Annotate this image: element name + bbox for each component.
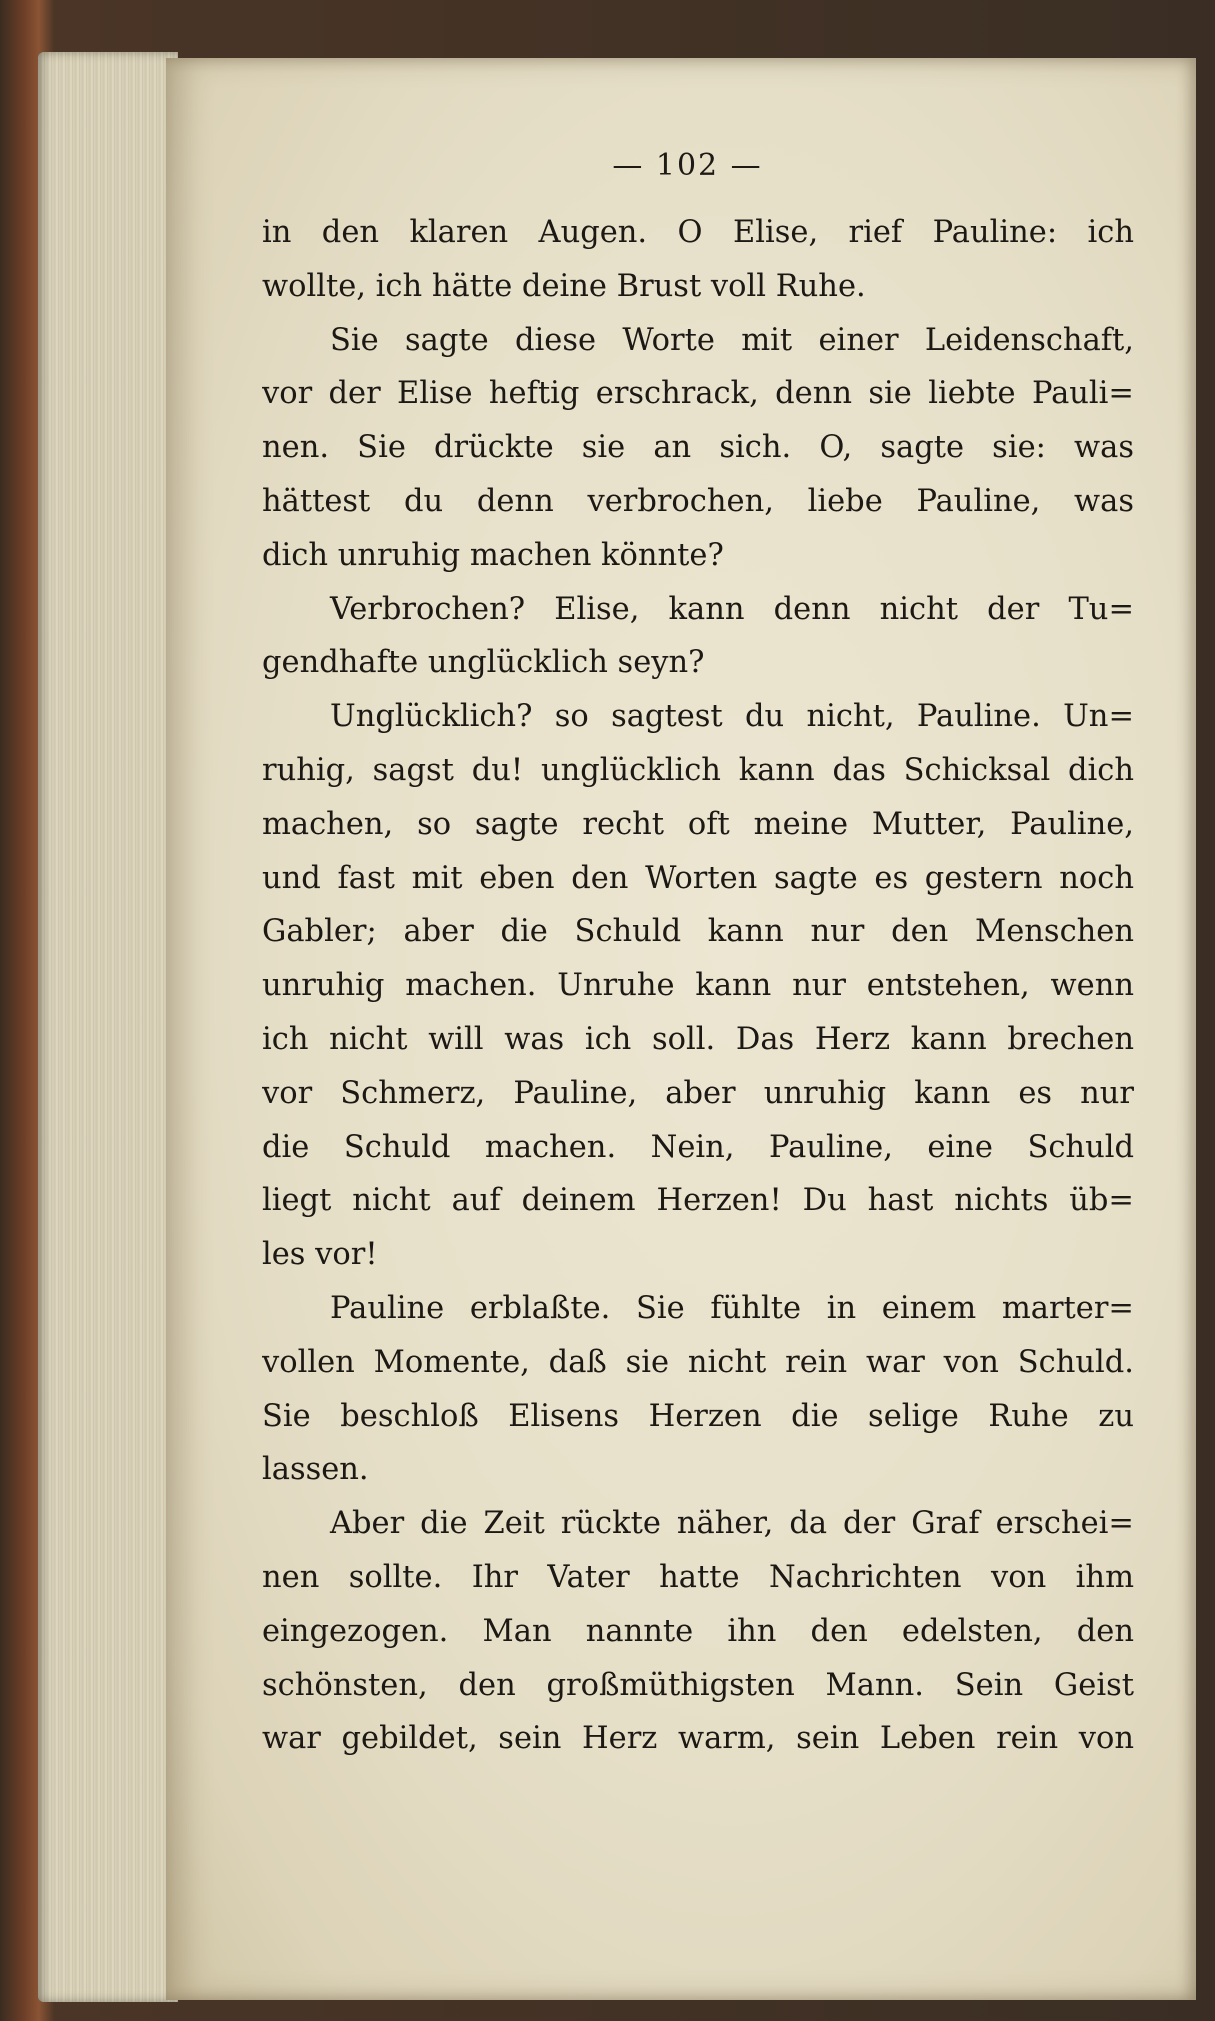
text-line: Verbrochen? Elise, kann denn nicht der Tu= <box>330 591 1134 627</box>
text-line: ich nicht will was ich soll. Das Herz kann brechen <box>262 1021 1134 1057</box>
text-line: hättest du denn verbrochen, liebe Pauline, was <box>262 483 1134 519</box>
text-line: Gabler; aber die Schuld kann nur den Menschen <box>262 914 1134 950</box>
text-line: les vor! <box>262 1237 378 1273</box>
text-line: vollen Momente, daß sie nicht rein war von Schuld. <box>262 1344 1134 1380</box>
text-line: nen sollte. Ihr Vater hatte Nachrichten von ihm <box>262 1559 1134 1595</box>
text-line: nen. Sie drückte sie an sich. O, sagte sie: was <box>262 430 1134 466</box>
text-line: lassen. <box>262 1452 369 1488</box>
text-line: die Schuld machen. Nein, Pauline, eine Schuld <box>262 1129 1134 1165</box>
text-line: eingezogen. Man nannte ihn den edelsten, den <box>262 1613 1134 1649</box>
text-line: in den klaren Augen. O Elise, rief Pauline: ich <box>262 215 1134 250</box>
text-line: wollte, ich hätte deine Brust voll Ruhe. <box>262 268 866 304</box>
text-line: Pauline erblaßte. Sie fühlte in einem marter= <box>330 1290 1134 1326</box>
text-line: war gebildet, sein Herz warm, sein Leben rein von <box>262 1721 1134 1757</box>
text-line: liegt nicht auf deinem Herzen! Du hast nichts üb= <box>262 1183 1134 1219</box>
page-number: — 102 — <box>612 148 763 183</box>
text-line: ruhig, sagst du! unglücklich kann das Schicksal dich <box>262 752 1134 788</box>
text-line: und fast mit eben den Worten sagte es gestern noch <box>262 860 1134 896</box>
text-line: vor Schmerz, Pauline, aber unruhig kann es nur <box>262 1075 1134 1111</box>
text-line: machen, so sagte recht oft meine Mutter, Pauline, <box>262 806 1134 842</box>
text-line: vor der Elise heftig erschrack, denn sie liebte Pauli= <box>262 376 1134 412</box>
body-text <box>262 206 1134 1766</box>
text-line: gendhafte unglücklich seyn? <box>262 645 705 681</box>
text-line: Aber die Zeit rückte näher, da der Graf erschei= <box>330 1506 1134 1542</box>
page-stack-edge <box>38 52 178 2002</box>
text-line: Unglücklich? so sagtest du nicht, Pauline. Un= <box>330 699 1134 735</box>
text-line: unruhig machen. Unruhe kann nur entstehen, wenn <box>262 968 1134 1004</box>
text-line: dich unruhig machen könnte? <box>262 537 724 573</box>
text-line: Sie beschloß Elisens Herzen die selige Ruhe zu <box>262 1398 1134 1434</box>
text-line: schönsten, den großmüthigsten Mann. Sein Geist <box>262 1667 1134 1703</box>
text-line: Sie sagte diese Worte mit einer Leidenschaft, <box>330 322 1134 358</box>
